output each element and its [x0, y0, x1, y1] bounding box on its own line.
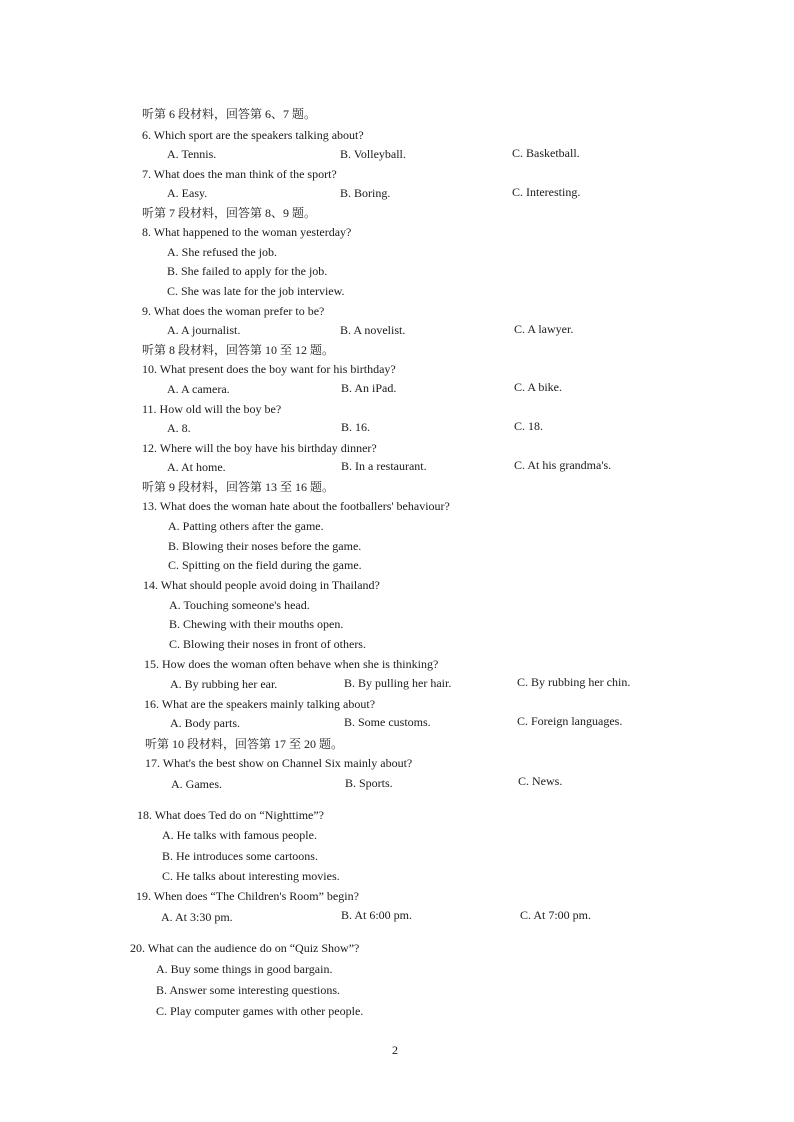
section-header: 听第 10 段材料，回答第 17 至 20 题。 [145, 737, 344, 751]
option-b: B. Boring. [340, 186, 391, 200]
option-b: B. 16. [341, 420, 371, 434]
question-stem: 12. Where will the boy have his birthday dinner? [142, 441, 377, 455]
option-c: C. Interesting. [512, 185, 581, 199]
option-b: B. Volleyball. [340, 147, 406, 161]
option-c: C. Blowing their noses in front of others. [169, 637, 366, 651]
option-c: C. 18. [514, 419, 544, 433]
option-b: B. An iPad. [341, 381, 397, 395]
option-b: B. She failed to apply for the job. [167, 264, 328, 278]
option-a: A. She refused the job. [167, 245, 277, 259]
question-stem: 20. What can the audience do on “Quiz Show”? [130, 941, 360, 955]
question-stem: 19. When does “The Children's Room” begin? [136, 889, 359, 903]
option-c: C. A lawyer. [514, 322, 574, 336]
option-b: B. He introduces some cartoons. [162, 849, 318, 863]
option-a: A. Body parts. [170, 716, 240, 730]
option-a: A. He talks with famous people. [162, 828, 317, 842]
question-stem: 14. What should people avoid doing in Thailand? [143, 578, 380, 592]
option-b: B. By pulling her hair. [344, 676, 452, 690]
question-stem: 8. What happened to the woman yesterday? [142, 225, 352, 239]
option-a: A. Touching someone's head. [169, 598, 310, 612]
question-stem: 6. Which sport are the speakers talking about? [142, 128, 364, 142]
question-stem: 18. What does Ted do on “Nighttime”? [137, 808, 325, 822]
option-c: C. News. [518, 774, 563, 788]
question-stem: 7. What does the man think of the sport? [142, 167, 337, 181]
option-a: A. At 3:30 pm. [161, 910, 233, 924]
option-b: B. At 6:00 pm. [341, 908, 413, 922]
question-stem: 11. How old will the boy be? [142, 402, 282, 416]
option-c: C. At 7:00 pm. [520, 908, 592, 922]
page-number: 2 [392, 1043, 398, 1057]
question-stem: 15. How does the woman often behave when she is thinking? [144, 657, 439, 671]
option-c: C. He talks about interesting movies. [162, 869, 340, 883]
question-stem: 13. What does the woman hate about the footballers' behaviour? [142, 499, 450, 513]
option-c: C. By rubbing her chin. [517, 675, 631, 689]
option-a: A. A journalist. [167, 323, 241, 337]
option-c: C. Basketball. [512, 146, 580, 160]
option-a: A. Easy. [167, 186, 208, 200]
option-c: C. Foreign languages. [517, 714, 623, 728]
option-a: A. A camera. [167, 382, 230, 396]
section-header: 听第 9 段材料，回答第 13 至 16 题。 [142, 480, 335, 494]
option-b: B. Blowing their noses before the game. [168, 539, 362, 553]
option-a: A. Buy some things in good bargain. [156, 962, 333, 976]
option-b: B. In a restaurant. [341, 459, 427, 473]
option-a: A. At home. [167, 460, 226, 474]
option-a: A. By rubbing her ear. [170, 677, 278, 691]
section-header: 听第 7 段材料，回答第 8、9 题。 [142, 206, 317, 220]
option-c: C. She was late for the job interview. [167, 284, 345, 298]
option-c: C. At his grandma's. [514, 458, 612, 472]
option-a: A. Patting others after the game. [168, 519, 324, 533]
option-b: B. Sports. [345, 776, 393, 790]
option-a: A. Games. [171, 777, 222, 791]
option-a: A. 8. [167, 421, 191, 435]
option-c: C. A bike. [514, 380, 563, 394]
option-a: A. Tennis. [167, 147, 217, 161]
option-b: B. Chewing with their mouths open. [169, 617, 344, 631]
section-header: 听第 6 段材料，回答第 6、7 题。 [142, 107, 317, 121]
option-b: B. A novelist. [340, 323, 406, 337]
question-stem: 16. What are the speakers mainly talking about? [144, 697, 376, 711]
section-header: 听第 8 段材料，回答第 10 至 12 题。 [142, 343, 335, 357]
option-b: B. Answer some interesting questions. [156, 983, 340, 997]
question-stem: 10. What present does the boy want for his birthday? [142, 362, 396, 376]
option-c: C. Spitting on the field during the game. [168, 558, 362, 572]
option-b: B. Some customs. [344, 715, 431, 729]
question-stem: 17. What's the best show on Channel Six mainly about? [145, 756, 413, 770]
option-c: C. Play computer games with other people. [156, 1004, 364, 1018]
question-stem: 9. What does the woman prefer to be? [142, 304, 325, 318]
